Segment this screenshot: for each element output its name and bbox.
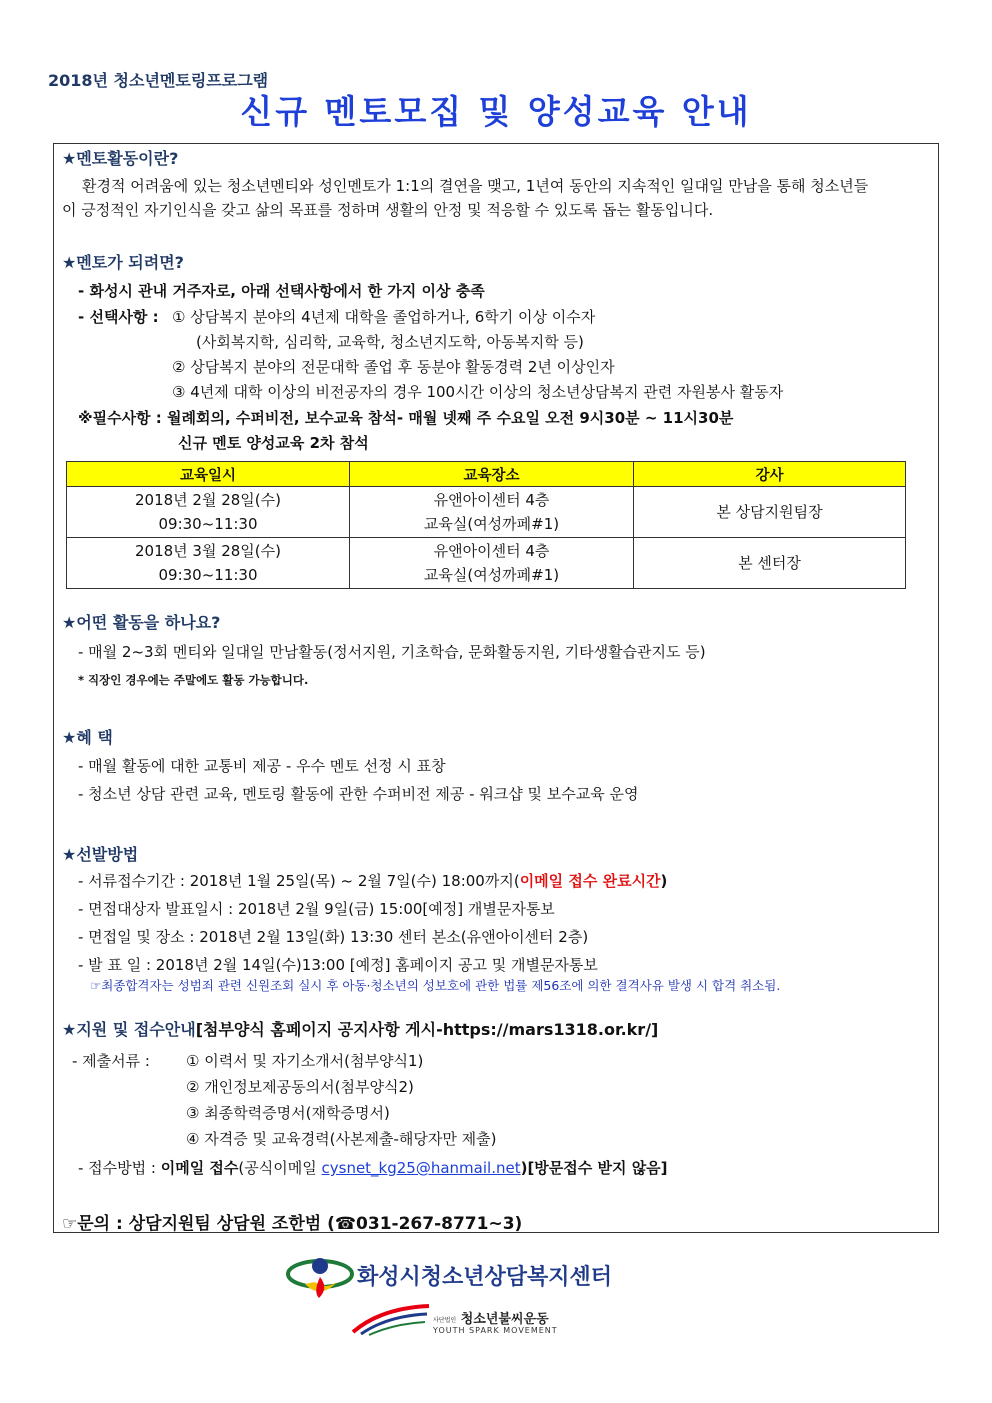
method-bold: 이메일 접수	[160, 1159, 239, 1177]
option-2: ② 상담복지 분야의 전문대학 졸업 후 동분야 활동경력 2년 이상인자	[172, 358, 615, 376]
center-logo	[285, 1252, 705, 1362]
cell-time: 09:30~11:30	[158, 515, 258, 533]
selection-line-2: - 면접대상자 발표일시 : 2018년 2월 9일(금) 15:00[예정] 개별문자통보	[78, 900, 555, 918]
document-1: ① 이력서 및 자기소개서(첨부양식1)	[186, 1052, 424, 1070]
table-header-row	[67, 462, 906, 487]
logo-subtitle-text: 청소년불씨운동	[460, 1312, 549, 1327]
mandatory-line-2: 신규 멘토 양성교육 2차 참석	[178, 434, 369, 452]
logo-subtitle	[433, 1308, 549, 1327]
document-4: ④ 자격증 및 교육경력(사본제출-해당자만 제출)	[186, 1130, 497, 1148]
program-subtitle: 2018년 청소년멘토링프로그램	[48, 71, 269, 90]
section-heading-application	[62, 1017, 658, 1040]
email-link[interactable]: cysnet_kg25@hanmail.net	[321, 1159, 521, 1177]
activities-line: - 매월 2~3회 멘티와 일대일 만남활동(정서지원, 기초학습, 문화활동지원, 기타생활습관지도 등)	[78, 643, 706, 661]
section-heading-selection: ★선발방법	[62, 845, 139, 864]
method-label: - 접수방법 :	[78, 1159, 161, 1177]
method-mid: (공식이메일	[238, 1159, 322, 1177]
selection-line-1-text: - 서류접수기간 : 2018년 1월 25일(목) ~ 2월 7일(수) 18:00까지(	[78, 872, 520, 890]
section-heading-become-mentor: ★멘토가 되려면?	[62, 253, 184, 272]
selection-line-4: - 발 표 일 : 2018년 2월 14일(수)13:00 [예정] 홈페이지 공고 및 개별문자통보	[78, 956, 598, 974]
method-end: )[방문접수 받지 않음]	[520, 1159, 668, 1177]
contact-line: ☞문의 : 상담지원팀 상담원 조한범 (☎031-267-8771~3)	[62, 1214, 523, 1234]
cell-place-1: 유앤아이센터 4층	[433, 491, 550, 509]
document-3: ③ 최종학력증명서(재학증명서)	[186, 1104, 390, 1122]
table-row	[67, 538, 906, 589]
selection-line-1-end: )	[660, 872, 668, 890]
logo-subtitle-prefix: 사단법인	[433, 1317, 457, 1324]
logo-title: 화성시청소년상담복지센터	[357, 1265, 613, 1290]
spark-logo-icon	[351, 1302, 431, 1336]
table-cell-datetime	[67, 487, 350, 538]
table-cell-teacher: 본 상담지원팀장	[634, 487, 906, 538]
page-title: 신규 멘토모집 및 양성교육 안내	[240, 92, 752, 131]
benefits-line-1: - 매월 활동에 대한 교통비 제공 - 우수 멘토 선정 시 표창	[78, 757, 446, 775]
section-heading-mentor-activity: ★멘토활동이란?	[62, 149, 179, 168]
option-1: ① 상담복지 분야의 4년제 대학을 졸업하거나, 6학기 이상 이수자	[172, 308, 596, 326]
cell-date: 2018년 3월 28일(수)	[134, 542, 281, 560]
table-cell-place	[350, 487, 634, 538]
activities-note: * 직장인 경우에는 주말에도 활동 가능합니다.	[78, 673, 309, 687]
selection-line-1	[78, 870, 667, 891]
application-heading: ★지원 및 접수안내	[62, 1020, 196, 1039]
education-schedule-table	[66, 461, 906, 589]
submission-method	[78, 1157, 668, 1178]
selection-note: ☞최종합격자는 성범죄 관련 신원조회 실시 후 아동·청소년의 성보호에 관한 법률 제56조에 의한 결격사유 발생 시 합격 취소됨.	[90, 978, 781, 993]
mentor-activity-line-2: 이 긍정적인 자기인식을 갖고 삶의 목표를 정하며 생활의 안정 및 적응할 수 있도록 돕는 활동입니다.	[62, 201, 714, 219]
email-deadline-alert: 이메일 접수 완료시간	[519, 872, 661, 890]
mandatory-line-1: ※필수사항 : 월례회의, 수퍼비전, 보수교육 참석- 매월 넷째 주 수요일 오전 9시30분 ~ 11시30분	[78, 409, 734, 427]
table-header-cell: 교육장소	[350, 462, 634, 487]
table-header-cell: 교육일시	[67, 462, 350, 487]
option-1-detail: (사회복지학, 심리학, 교육학, 청소년지도학, 아동복지학 등)	[196, 333, 584, 351]
table-header-cell: 강사	[634, 462, 906, 487]
selection-line-3: - 면접일 및 장소 : 2018년 2월 13일(화) 13:30 센터 본소(유앤아이센터 2층)	[78, 928, 589, 946]
option-label: - 선택사항 :	[78, 308, 159, 326]
logo-subtitle-en: YOUTH SPARK MOVEMENT	[433, 1326, 558, 1335]
benefits-line-2: - 청소년 상담 관련 교육, 멘토링 활동에 관한 수퍼비전 제공 - 워크샵 및 보수교육 운영	[78, 785, 639, 803]
requirement-residence: - 화성시 관내 거주자로, 아래 선택사항에서 한 가지 이상 충족	[78, 282, 485, 300]
table-cell-teacher: 본 센터장	[634, 538, 906, 589]
table-row	[67, 487, 906, 538]
table-cell-datetime	[67, 538, 350, 589]
logo-emblem-icon	[285, 1252, 355, 1302]
section-heading-activities: ★어떤 활동을 하나요?	[62, 613, 221, 632]
cell-place-2: 교육실(여성까페#1)	[423, 566, 560, 584]
section-heading-benefits: ★혜 택	[62, 728, 113, 747]
documents-label: - 제출서류 :	[72, 1052, 150, 1070]
cell-place-2: 교육실(여성까페#1)	[423, 515, 560, 533]
mentor-activity-line-1: 환경적 어려움에 있는 청소년멘티와 성인멘토가 1:1의 결연을 맺고, 1년여 동안의 지속적인 일대일 만남을 통해 청소년들	[82, 177, 869, 195]
document-2: ② 개인정보제공동의서(첨부양식2)	[186, 1078, 414, 1096]
cell-time: 09:30~11:30	[158, 566, 258, 584]
table-cell-place	[350, 538, 634, 589]
cell-place-1: 유앤아이센터 4층	[433, 542, 550, 560]
application-heading-extra: [첨부양식 홈페이지 공지사항 게시-https://mars1318.or.kr/]	[195, 1020, 659, 1039]
cell-date: 2018년 2월 28일(수)	[134, 491, 281, 509]
option-3: ③ 4년제 대학 이상의 비전공자의 경우 100시간 이상의 청소년상담복지 관련 자원봉사 활동자	[172, 383, 784, 401]
